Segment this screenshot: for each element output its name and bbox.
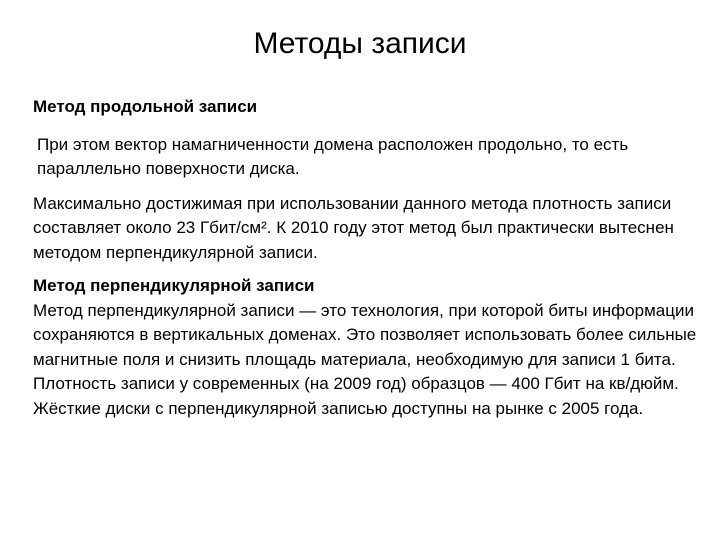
slide-title: Методы записи bbox=[253, 27, 467, 60]
paragraph-longitudinal-density: Максимально достижимая при использовании данного метода плотность записи составляет около 23 Гбит/см². К 2010 году этот метод был практически вытеснен методом перпендикулярной записи. bbox=[33, 193, 674, 262]
section-heading-perpendicular: Метод перпендикулярной записи bbox=[33, 276, 315, 295]
slide-content bbox=[33, 95, 698, 421]
section-heading-longitudinal: Метод продольной записи bbox=[33, 97, 258, 116]
paragraph-perpendicular-description: Метод перпендикулярной записи — это технология, при которой биты информации сохраняются в вертикальных доменах. Это позволяет использовать более сильные магнитные поля и снизить площадь материала, необходимую для записи 1 бита. Плотность записи у современных (на 2009 год) образцов — 400 Гбит на кв/дюйм. Жёсткие диски с перпендикулярной записью доступны на рынке с 2005 года. bbox=[33, 300, 697, 418]
paragraph-longitudinal-description: При этом вектор намагниченности домена расположен продольно, то есть параллельно поверхности диска. bbox=[37, 134, 629, 178]
